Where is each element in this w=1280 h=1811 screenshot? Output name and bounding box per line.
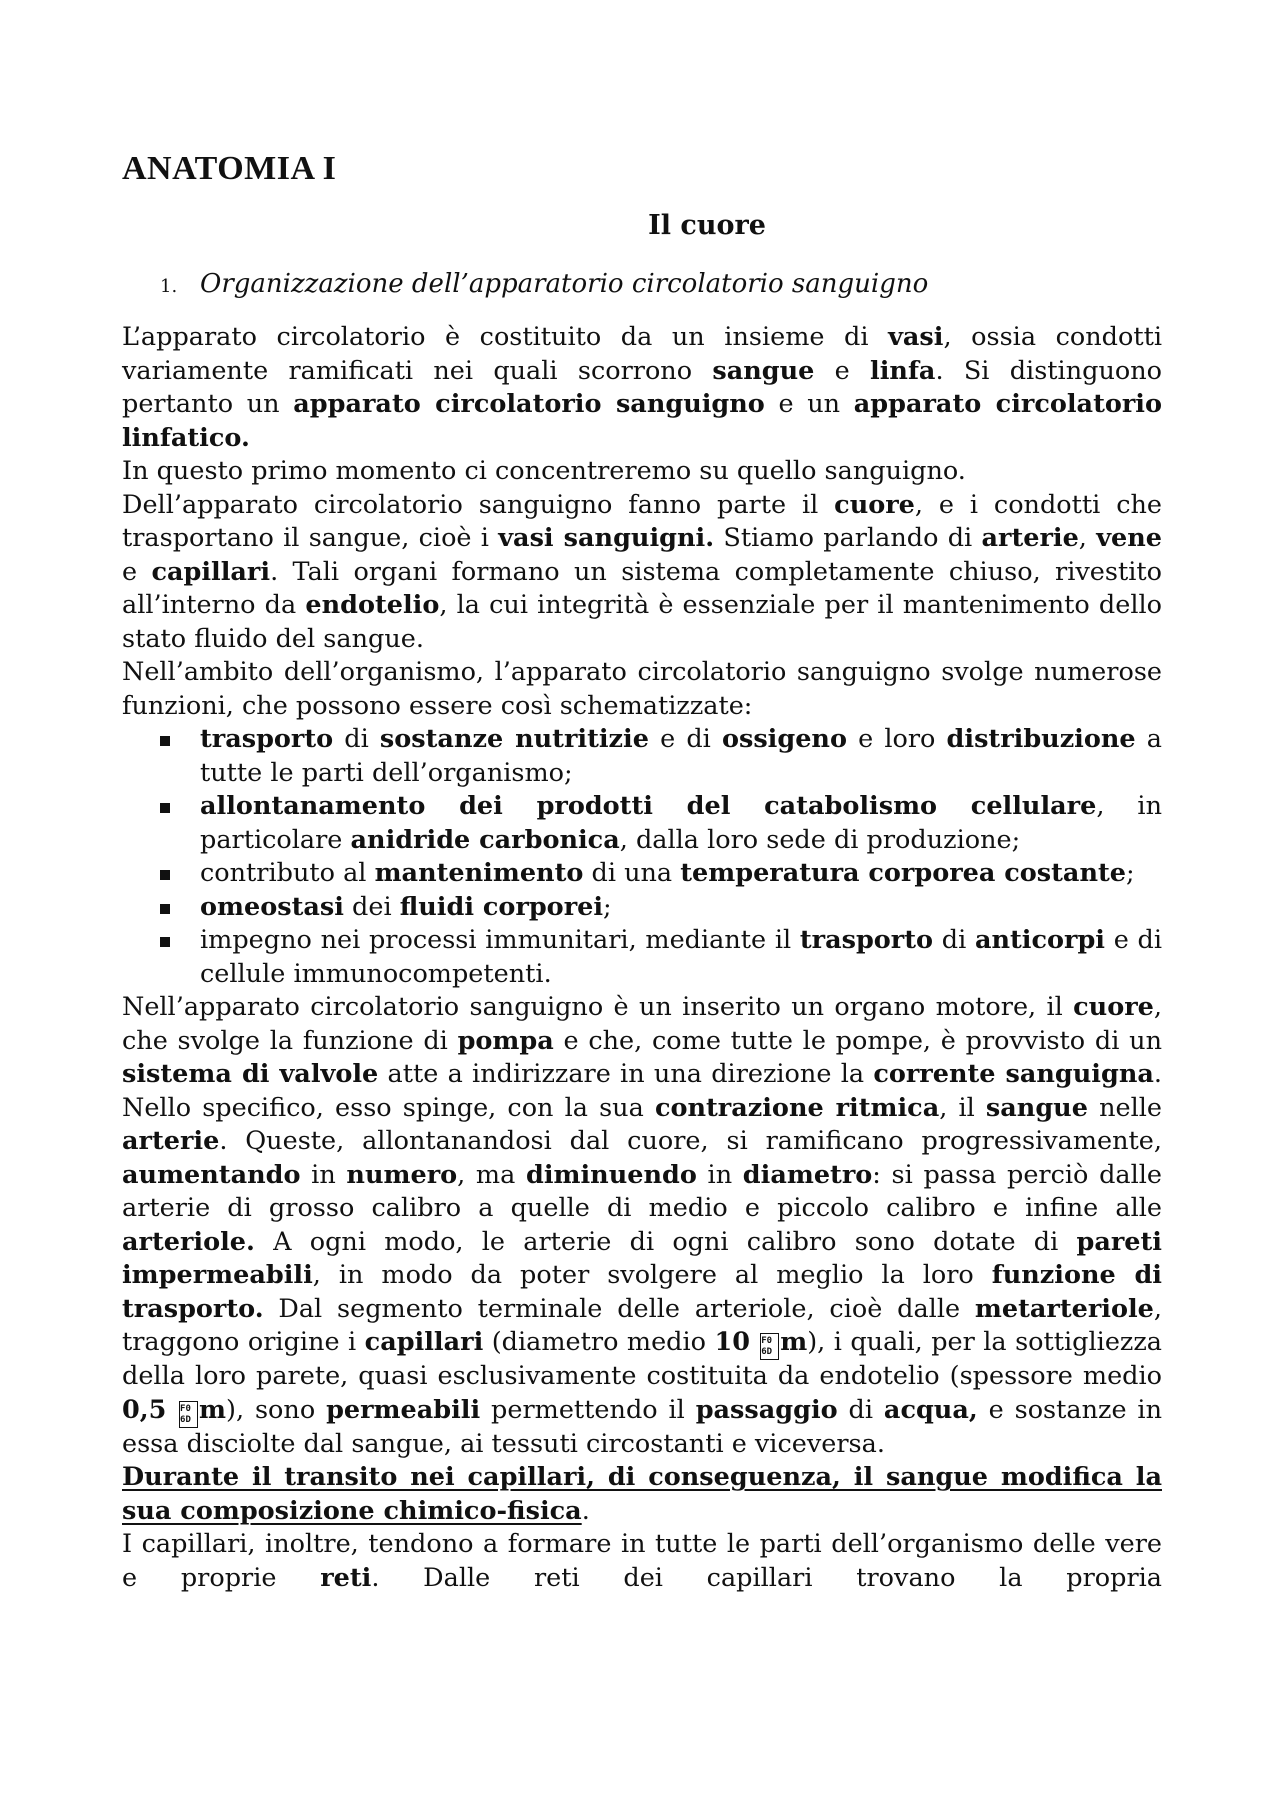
missing-glyph-icon: F0 6D	[179, 1401, 198, 1428]
section-heading	[160, 269, 1162, 299]
list-item: trasporto di sostanze nutritizie e di ossigeno e loro distribuzione a tutte le parti dell’organismo;	[200, 723, 1162, 790]
list-item: omeostasi dei fluidi corporei;	[200, 891, 1162, 925]
paragraph-components: Dell’apparato circolatorio sanguigno fanno parte il cuore, e i condotti che trasportano il sangue, cioè i vasi sanguigni. Stiamo parlando di arterie, vene e capillari. Tali organi formano un sistema completamente chiuso, rivestito all’interno da endotelio, la cui integrità è essenziale per il mantenimento dello stato fluido del sangue.	[122, 489, 1162, 654]
paragraph-focus: In questo primo momento ci concentreremo su quello sanguigno.	[122, 456, 966, 486]
list-item: impegno nei processi immunitari, mediante il trasporto di anticorpi e di cellule immunocompetenti.	[200, 924, 1162, 991]
functions-list	[122, 723, 1162, 991]
section-number: 1.	[160, 276, 178, 297]
paragraph-underlined: Durante il transito nei capillari, di conseguenza, il sangue modifica la sua composizione chimico-fisica.	[122, 1462, 1162, 1526]
list-item: allontanamento dei prodotti del catabolismo cellulare, in particolare anidride carbonica, dalla loro sede di produzione;	[200, 790, 1162, 857]
paragraph-functions: Nell’ambito dell’organismo, l’apparato circolatorio sanguigno svolge numerose funzioni, che possono essere così schematizzate:	[122, 657, 1162, 721]
list-item: contributo al mantenimento di una temperatura corporea costante;	[200, 857, 1162, 891]
document-page	[122, 150, 1162, 1595]
document-title: ANATOMIA I	[122, 150, 337, 187]
paragraph-networks: I capillari, inoltre, tendono a formare in tutte le parti dell’organismo delle vere e proprie reti. Dalle reti dei capillari trovano la propria	[122, 1529, 1162, 1593]
paragraph-heart: Nell’apparato circolatorio sanguigno è un inserito un organo motore, il cuore, che svolge la funzione di pompa e che, come tutte le pompe, è provvisto di un sistema di valvole atte a indirizzare in una direzione la corrente sanguigna. Nello specifico, esso spinge, con la sua contrazione ritmica, il sangue nelle arterie. Queste, allontanandosi dal cuore, si ramificano progressivamente, aumentando in numero, ma diminuendo in diametro: si passa perciò dalle arterie di grosso calibro a quelle di medio e piccolo calibro e infine alle arteriole. A ogni modo, le arterie di ogni calibro sono dotate di pareti impermeabili, in modo da poter svolgere al meglio la loro funzione di trasporto. Dal segmento terminale delle arteriole, cioè dalle metarteriole, traggono origine i capillari (diametro medio 10 F0 6D m), i quali, per la sottigliezza della loro parete, quasi esclusivamente costituita da endotelio (spessore medio 0,5 F0 6D m), sono permeabili permettendo il passaggio di acqua, e sostanze in essa disciolte dal sangue, ai tessuti circostanti e viceversa.	[122, 992, 1163, 1459]
missing-glyph-icon: F0 6D	[760, 1333, 779, 1360]
paragraph-intro: L’apparato circolatorio è costituito da un insieme di vasi, ossia condotti variamente ramificati nei quali scorrono sangue e linfa. Si distinguono pertanto un apparato circolatorio sanguigno e un apparato circolatorio linfatico.	[122, 322, 1162, 453]
section-title: Organizzazione dell’apparatorio circolatorio sanguigno	[200, 269, 929, 299]
chapter-title: Il cuore	[648, 210, 766, 241]
